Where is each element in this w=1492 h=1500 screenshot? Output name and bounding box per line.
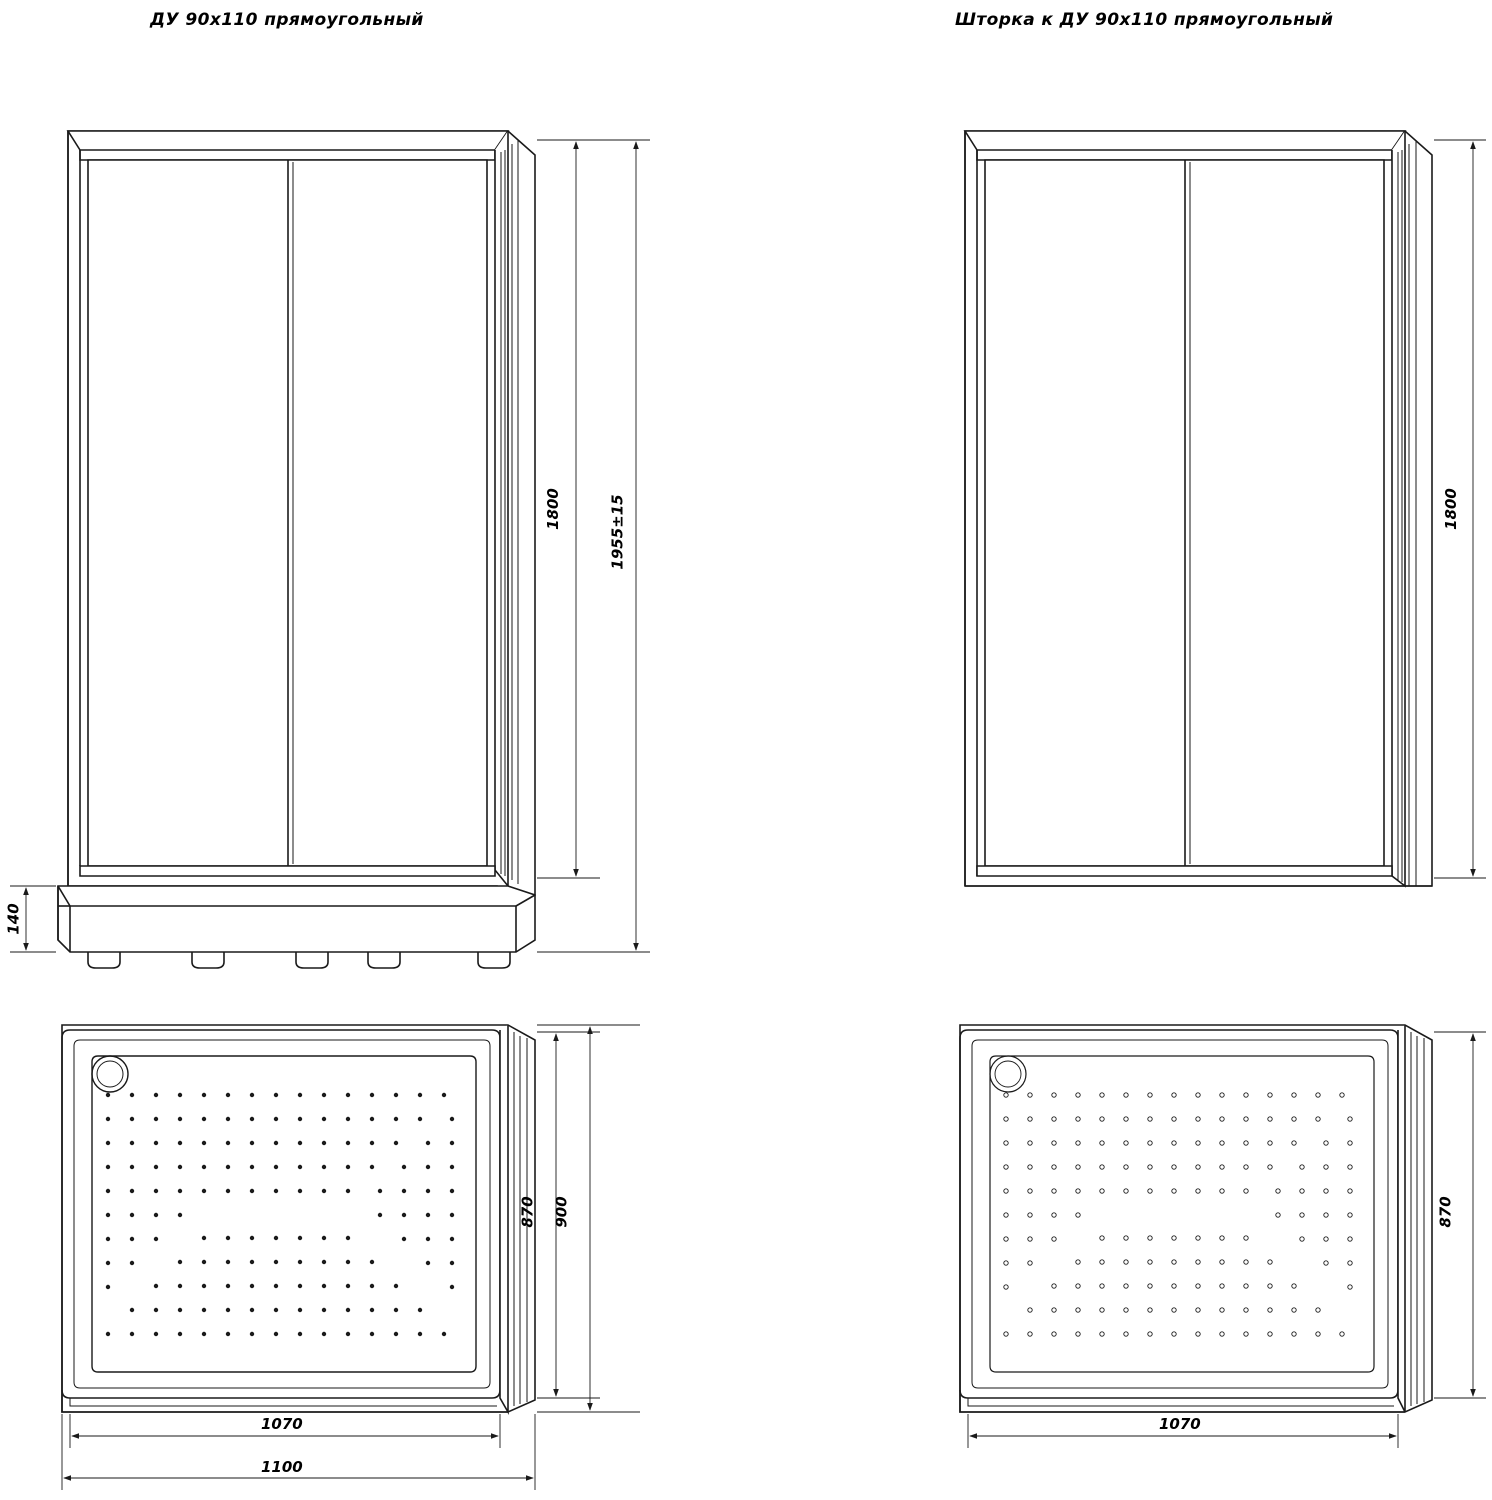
dim-left-plan-width-1100: 1100	[261, 1458, 303, 1476]
left-plan-view	[62, 1025, 535, 1412]
dim-right-height-1800: 1800	[1441, 488, 1460, 530]
left-front-view	[58, 131, 535, 968]
dim-left-plan-depth-900: 900	[552, 1196, 571, 1228]
dim-right-plan-width-1070: 1070	[1159, 1415, 1201, 1433]
dim-left-tray-height-140: 140	[4, 903, 23, 935]
dim-left-plan-depth-870: 870	[518, 1196, 537, 1228]
dim-left-total-height: 1955±15	[608, 494, 627, 570]
title-right: Шторка к ДУ 90х110 прямоугольный	[955, 10, 1334, 30]
dim-right-plan-depth-870: 870	[1436, 1196, 1455, 1228]
dim-left-height-1800: 1800	[543, 488, 562, 530]
right-plan-view	[960, 1025, 1432, 1412]
dim-left-plan-width-1070: 1070	[261, 1415, 303, 1433]
title-left: ДУ 90х110 прямоугольный	[150, 10, 424, 30]
right-front-view	[965, 131, 1432, 886]
